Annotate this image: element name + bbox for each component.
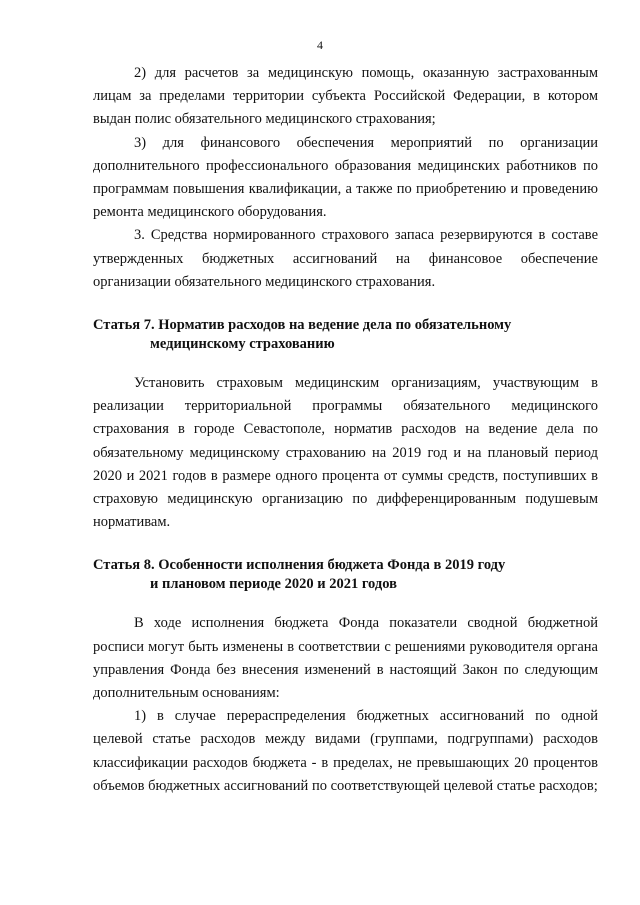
article-7-heading (93, 316, 598, 354)
article-8-title-line2: и плановом периоде 2020 и 2021 годов (150, 576, 397, 593)
spacer (93, 594, 598, 612)
article-7-text: Установить страховым медицинским организациям, участвующим в реализации территориальной программы обязательного медицинского страхования в городе Севастополе, норматив расходов на ведение дела по обязательному медицинскому страхованию на 2019 год и на плановый период 2020 и 2021 годов в размере одного процента от суммы средств, поступивших в страховую медицинскую организацию по дифференцированным подушевым нормативам. (93, 375, 598, 531)
paragraph-item-3: 3) для финансового обеспечения мероприятий по организации дополнительного профессионального образования медицинских работников по программам повышения квалификации, а также по приобретению и проведению ремонта медицинского оборудования. (93, 134, 598, 221)
spacer (93, 354, 598, 372)
article-7-title-line2: медицинскому страхованию (150, 336, 335, 353)
article-8-text: В ходе исполнения бюджета Фонда показатели сводной бюджетной росписи могут быть изменены в соответствии с решениями руководителя органа управления Фонда без внесения изменений в настоящий Закон по следующим дополнительным основаниям: (93, 615, 598, 702)
document-body (93, 62, 598, 798)
article-8-heading (93, 556, 598, 594)
paragraph-item-2: 2) для расчетов за медицинскую помощь, оказанную застрахованным лицам за пределами территории субъекта Российской Федерации, в котором выдан полис обязательного медицинского страхования; (93, 65, 598, 128)
paragraph-point-3: 3. Средства нормированного страхового запаса резервируются в составе утвержденных бюджетных ассигнований на финансовое обеспечение организации обязательного медицинского страхования. (93, 227, 598, 290)
page-number: 4 (317, 38, 323, 52)
spacer (93, 294, 598, 316)
spacer (93, 534, 598, 556)
article-7-title-line1: Статья 7. Норматив расходов на ведение дела по обязательному (93, 317, 512, 334)
article-8-item-1: 1) в случае перераспределения бюджетных ассигнований по одной целевой статье расходов между видами (группами, подгруппами) расходов классификации расходов бюджета - в пределах, не превышающих 20 процентов объемов бюджетных ассигнований по соответствующей целевой статье расходов; (93, 708, 598, 794)
article-8-title-line1: Статья 8. Особенности исполнения бюджета Фонда в 2019 году (93, 557, 506, 574)
